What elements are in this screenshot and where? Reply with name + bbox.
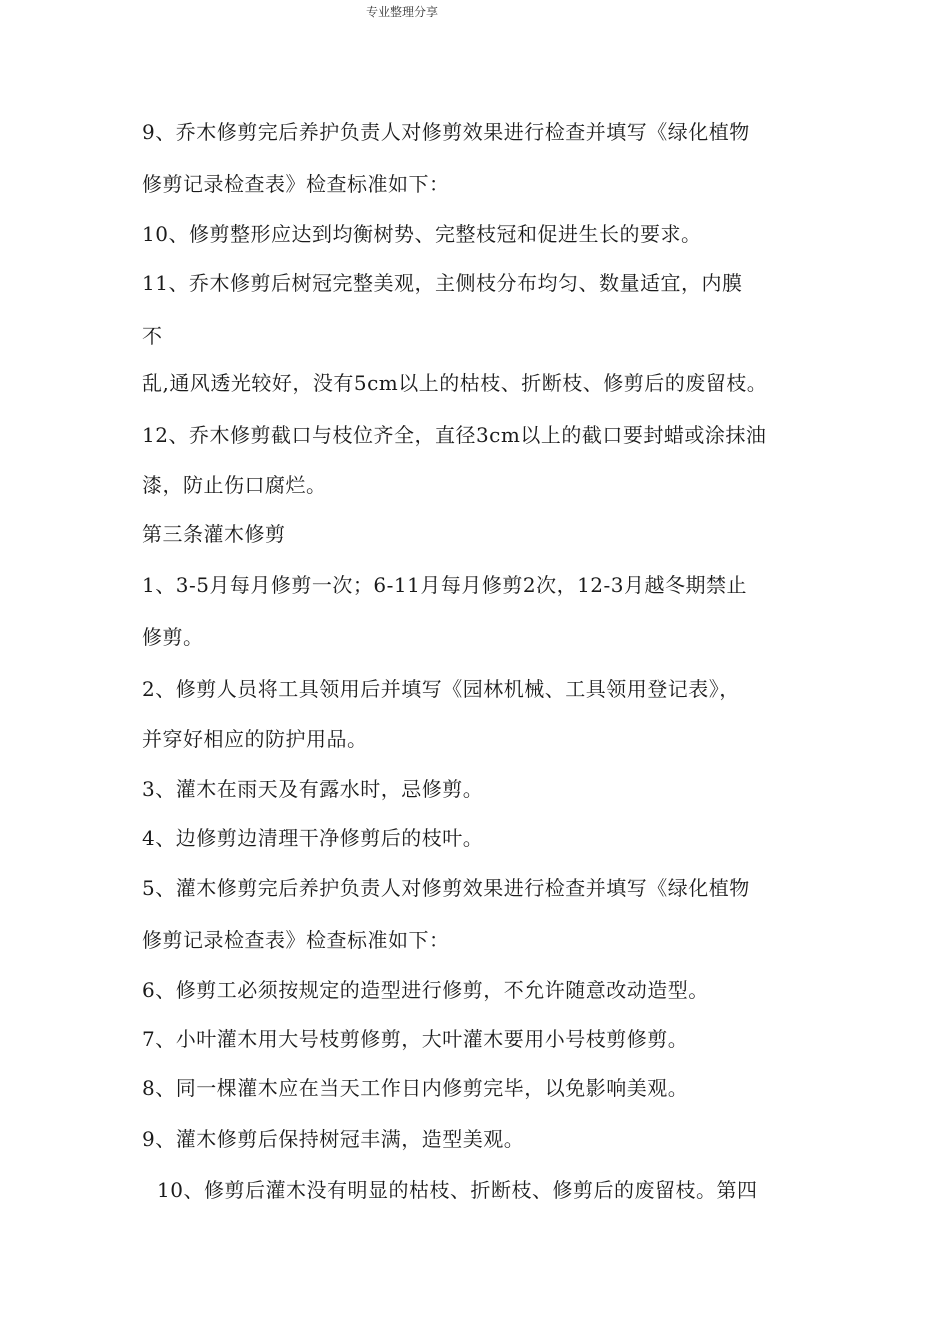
text-line-22: 10、修剪后灌木没有明显的枯枝、折断枝、修剪后的废留枝。第四 xyxy=(157,1178,758,1202)
text-line-13: 并穿好相应的防护用品。 xyxy=(142,727,368,751)
text-line-1: 9、乔木修剪完后养护负责人对修剪效果进行检查并填写《绿化植物 xyxy=(142,120,750,144)
section-heading: 第三条灌木修剪 xyxy=(142,522,286,546)
text-line-5: 不 xyxy=(142,324,163,348)
text-line-3: 10、修剪整形应达到均衡树势、完整枝冠和促进生长的要求。 xyxy=(142,222,702,246)
text-line-20: 8、同一棵灌木应在当天工作日内修剪完毕，以免影响美观。 xyxy=(142,1076,689,1100)
text-line-2: 修剪记录检查表》检查标准如下： xyxy=(142,172,450,196)
text-line-14: 3、灌木在雨天及有露水时，忌修剪。 xyxy=(142,777,484,801)
text-line-19: 7、小叶灌木用大号枝剪修剪，大叶灌木要用小号枝剪修剪。 xyxy=(142,1027,689,1051)
text-line-17: 修剪记录检查表》检查标准如下： xyxy=(142,928,450,952)
text-line-16: 5、灌木修剪完后养护负责人对修剪效果进行检查并填写《绿化植物 xyxy=(142,876,750,900)
text-line-15: 4、边修剪边清理干净修剪后的枝叶。 xyxy=(142,826,484,850)
text-line-12: 2、修剪人员将工具领用后并填写《园林机械、工具领用登记表》， xyxy=(142,677,740,701)
text-line-10: 1、3-5月每月修剪一次；6-11月每月修剪2次，12-3月越冬期禁止 xyxy=(142,573,748,597)
text-line-6: 乱,通风透光较好，没有5cm以上的枯枝、折断枝、修剪后的废留枝。 xyxy=(142,371,768,395)
text-line-21: 9、灌木修剪后保持树冠丰满，造型美观。 xyxy=(142,1127,525,1151)
text-line-11: 修剪。 xyxy=(142,625,204,649)
text-line-7: 12、乔木修剪截口与枝位齐全，直径3cm以上的截口要封蜡或涂抹油 xyxy=(142,423,767,447)
text-line-8: 漆，防止伤口腐烂。 xyxy=(142,473,327,497)
page-header: 专业整理分享 xyxy=(366,5,439,19)
text-line-4: 11、乔木修剪后树冠完整美观，主侧枝分布均匀、数量适宜，内膜 xyxy=(142,271,743,295)
text-line-18: 6、修剪工必须按规定的造型进行修剪，不允许随意改动造型。 xyxy=(142,978,709,1002)
